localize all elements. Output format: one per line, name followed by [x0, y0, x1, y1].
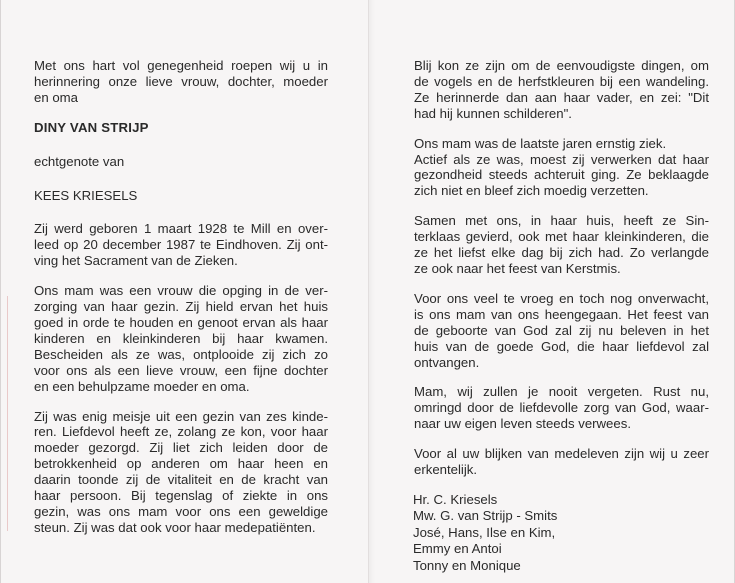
text-line: herinnering onze lieve vrouw, dochter, moeder	[34, 73, 328, 89]
spouse-name: KEES KRIESELS	[34, 187, 138, 203]
text-line: zich niet en bleef zich moedig verzetten.	[414, 183, 649, 199]
text-line: Voor ons veel te vroeg en toch nog onverwacht,	[414, 290, 709, 306]
sinterklaas-paragraph	[414, 213, 709, 277]
text-line: Samen met ons, in haar huis, heeft ze Sin-	[414, 213, 709, 229]
text-line: leed op 20 december 1987 te Eindhoven. Zij ont-	[34, 237, 328, 253]
text-line: ze het liefst elke dag bij zich had. Zo verlangde	[414, 245, 709, 261]
text-line: haar persoon. Bij tegenslag of ziekte in ons	[34, 488, 328, 504]
signatory: José, Hans, Ilse en Kim,	[413, 524, 556, 540]
text-line: Voor al uw blijken van medeleven zijn wij u zeer	[414, 446, 709, 462]
text-line: terklaas gevierd, ook met haar kleinkinderen, die	[414, 229, 709, 245]
card-edge-mark	[7, 296, 8, 531]
intro-paragraph	[34, 58, 328, 106]
text-line: daarin toonde zij de vitaliteit en de kracht van	[34, 472, 328, 488]
text-line: omringd door de liefdevolle zorg van God, waar-	[414, 400, 709, 416]
farewell-paragraph	[414, 384, 709, 432]
signatory: Tonny en Monique	[413, 557, 521, 573]
signatory: Emmy en Antoi	[413, 541, 502, 557]
thanks-paragraph	[414, 446, 709, 478]
text-line: Zij was enig meisje uit een gezin van zes kinde-	[34, 408, 328, 424]
text-line: ze ook naar het feest van Kerstmis.	[414, 260, 621, 276]
text-line: en een behulpzame moeder en oma.	[34, 378, 250, 394]
text-line: Ons mam was een vrouw die opging in de ver-	[34, 283, 328, 299]
joy-paragraph	[414, 58, 709, 122]
text-line: steun. Zij was dat ook voor haar medepatiënten.	[34, 519, 316, 535]
text-line: is ons mam van ons heengegaan. Het feest van	[414, 306, 709, 322]
signatory: Hr. C. Kriesels	[413, 491, 498, 507]
birth-death-paragraph	[34, 221, 328, 269]
text-line: de vogels en de herfstkleuren bij een wandeling.	[414, 73, 709, 89]
left-page	[34, 58, 328, 550]
text-line: gezin, was ons mam voor ons een geweldige	[34, 503, 328, 519]
text-line: Bescheiden als ze was, ontplooide zij zich zo	[34, 346, 328, 362]
card-fold-shadow	[369, 0, 375, 583]
passing-paragraph	[414, 291, 709, 371]
text-line: betrokkenheid op anderen om haar heen en	[34, 456, 328, 472]
text-line: gezondheid steeds achteruit ging. Ze beklaagde	[414, 167, 709, 183]
text-line: ontvangen.	[414, 354, 480, 370]
text-line: en oma	[34, 89, 78, 105]
text-line: Actief als ze was, moest zij verwerken dat haar	[414, 151, 709, 167]
text-line: Ze herinnerde dan aan haar vader, en zei: "Dit	[414, 89, 709, 105]
spouse-label: echtgenote van	[34, 153, 125, 169]
text-line: Ons mam was de laatste jaren ernstig ziek.	[414, 135, 667, 151]
text-line: huis van de goede God, die haar liefdevol zal	[414, 338, 709, 354]
text-line: Mam, wij zullen je nooit vergeten. Rust nu,	[414, 384, 709, 400]
deceased-name: DINY VAN STRIJP	[34, 119, 149, 135]
family-care-paragraph	[34, 283, 328, 394]
text-line: Zij werd geboren 1 maart 1928 te Mill en over-	[34, 221, 328, 237]
text-line: voor ons als een lieve vrouw, een fijne dochter	[34, 362, 328, 378]
right-page	[414, 58, 709, 574]
text-line: ving het Sacrament van de Zieken.	[34, 253, 238, 269]
illness-paragraph	[414, 136, 709, 200]
signatory: Mw. G. van Strijp - Smits	[413, 508, 558, 524]
text-line: naar uw eigen leven steeds verwees.	[414, 416, 631, 432]
text-line: goed in orde te houden en genoot ervan als haar	[34, 314, 328, 330]
signatories-list	[413, 492, 709, 574]
text-line: Met ons hart vol genegenheid roepen wij u in	[34, 58, 328, 73]
text-line: moeder gezorgd. Zij liet zich leiden door de	[34, 440, 328, 456]
text-line: ren. Liefdevol heeft ze, zolang ze kon, voor haar	[34, 424, 328, 440]
text-line: de geboorte van God zal zij nu beleven in het	[414, 322, 709, 338]
text-line: had hij kunnen schilderen".	[414, 105, 572, 121]
text-line: kinderen en kleinkinderen bij haar kwamen.	[34, 330, 328, 346]
only-daughter-paragraph	[34, 409, 328, 536]
text-line: Blij kon ze zijn om de eenvoudigste dingen, om	[414, 58, 709, 73]
text-line: erkentelijk.	[414, 462, 478, 478]
text-line: zorging van haar gezin. Zij hield ervan het huis	[34, 299, 328, 315]
